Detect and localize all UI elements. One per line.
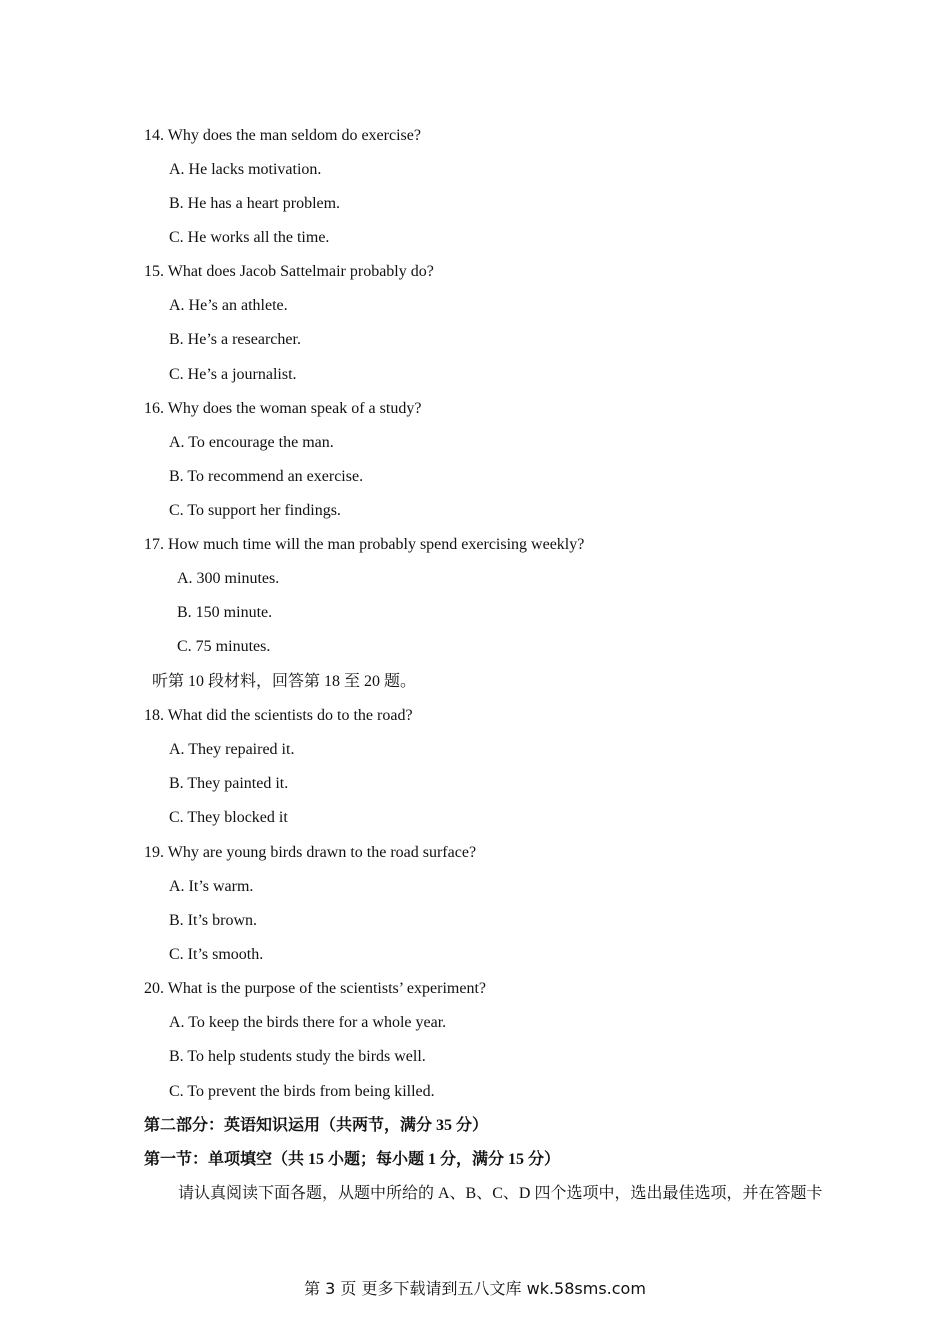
question-18-option-c: C. They blocked it (169, 809, 288, 826)
question-16: 16. Why does the woman speak of a study? (144, 400, 422, 417)
question-20-option-c: C. To prevent the birds from being killed. (169, 1083, 435, 1100)
page-footer: 第 3 页 更多下载请到五八文库 wk.58sms.com (304, 1279, 646, 1298)
question-16-option-a: A. To encourage the man. (169, 434, 334, 451)
section-1-instruction: 请认真阅读下面各题，从题中所给的 A、B、C、D 四个选项中，选出最佳选项，并在答题卡 (178, 1185, 823, 1202)
question-15-option-c: C. He’s a journalist. (169, 366, 297, 383)
question-17: 17. How much time will the man probably spend exercising weekly? (144, 536, 585, 553)
question-15: 15. What does Jacob Sattelmair probably do? (144, 263, 434, 280)
question-19-option-a: A. It’s warm. (169, 878, 254, 895)
question-18-option-b: B. They painted it. (169, 775, 289, 792)
section-1-heading: 第一节：单项填空（共 15 小题；每小题 1 分，满分 15 分） (144, 1151, 561, 1168)
question-17-option-b: B. 150 minute. (177, 604, 273, 621)
question-15-option-b: B. He’s a researcher. (169, 331, 301, 348)
question-14-option-b: B. He has a heart problem. (169, 195, 341, 212)
question-17-option-a: A. 300 minutes. (177, 570, 280, 587)
question-20-option-a: A. To keep the birds there for a whole year. (169, 1014, 447, 1031)
question-20-option-b: B. To help students study the birds well. (169, 1048, 426, 1065)
question-14: 14. Why does the man seldom do exercise? (144, 127, 421, 144)
question-16-option-b: B. To recommend an exercise. (169, 468, 364, 485)
question-19-option-b: B. It’s brown. (169, 912, 257, 929)
question-18: 18. What did the scientists do to the road? (144, 707, 413, 724)
question-19-option-c: C. It’s smooth. (169, 946, 264, 963)
question-16-option-c: C. To support her findings. (169, 502, 341, 519)
question-19: 19. Why are young birds drawn to the road surface? (144, 844, 477, 861)
question-17-option-c: C. 75 minutes. (177, 638, 271, 655)
question-14-option-a: A. He lacks motivation. (169, 161, 322, 178)
part-2-heading: 第二部分：英语知识运用（共两节，满分 35 分） (144, 1117, 489, 1134)
question-20: 20. What is the purpose of the scientists’ experiment? (144, 980, 486, 997)
passage-10-instruction: 听第 10 段材料，回答第 18 至 20 题。 (152, 673, 417, 690)
question-15-option-a: A. He’s an athlete. (169, 297, 288, 314)
question-14-option-c: C. He works all the time. (169, 229, 330, 246)
question-18-option-a: A. They repaired it. (169, 741, 295, 758)
